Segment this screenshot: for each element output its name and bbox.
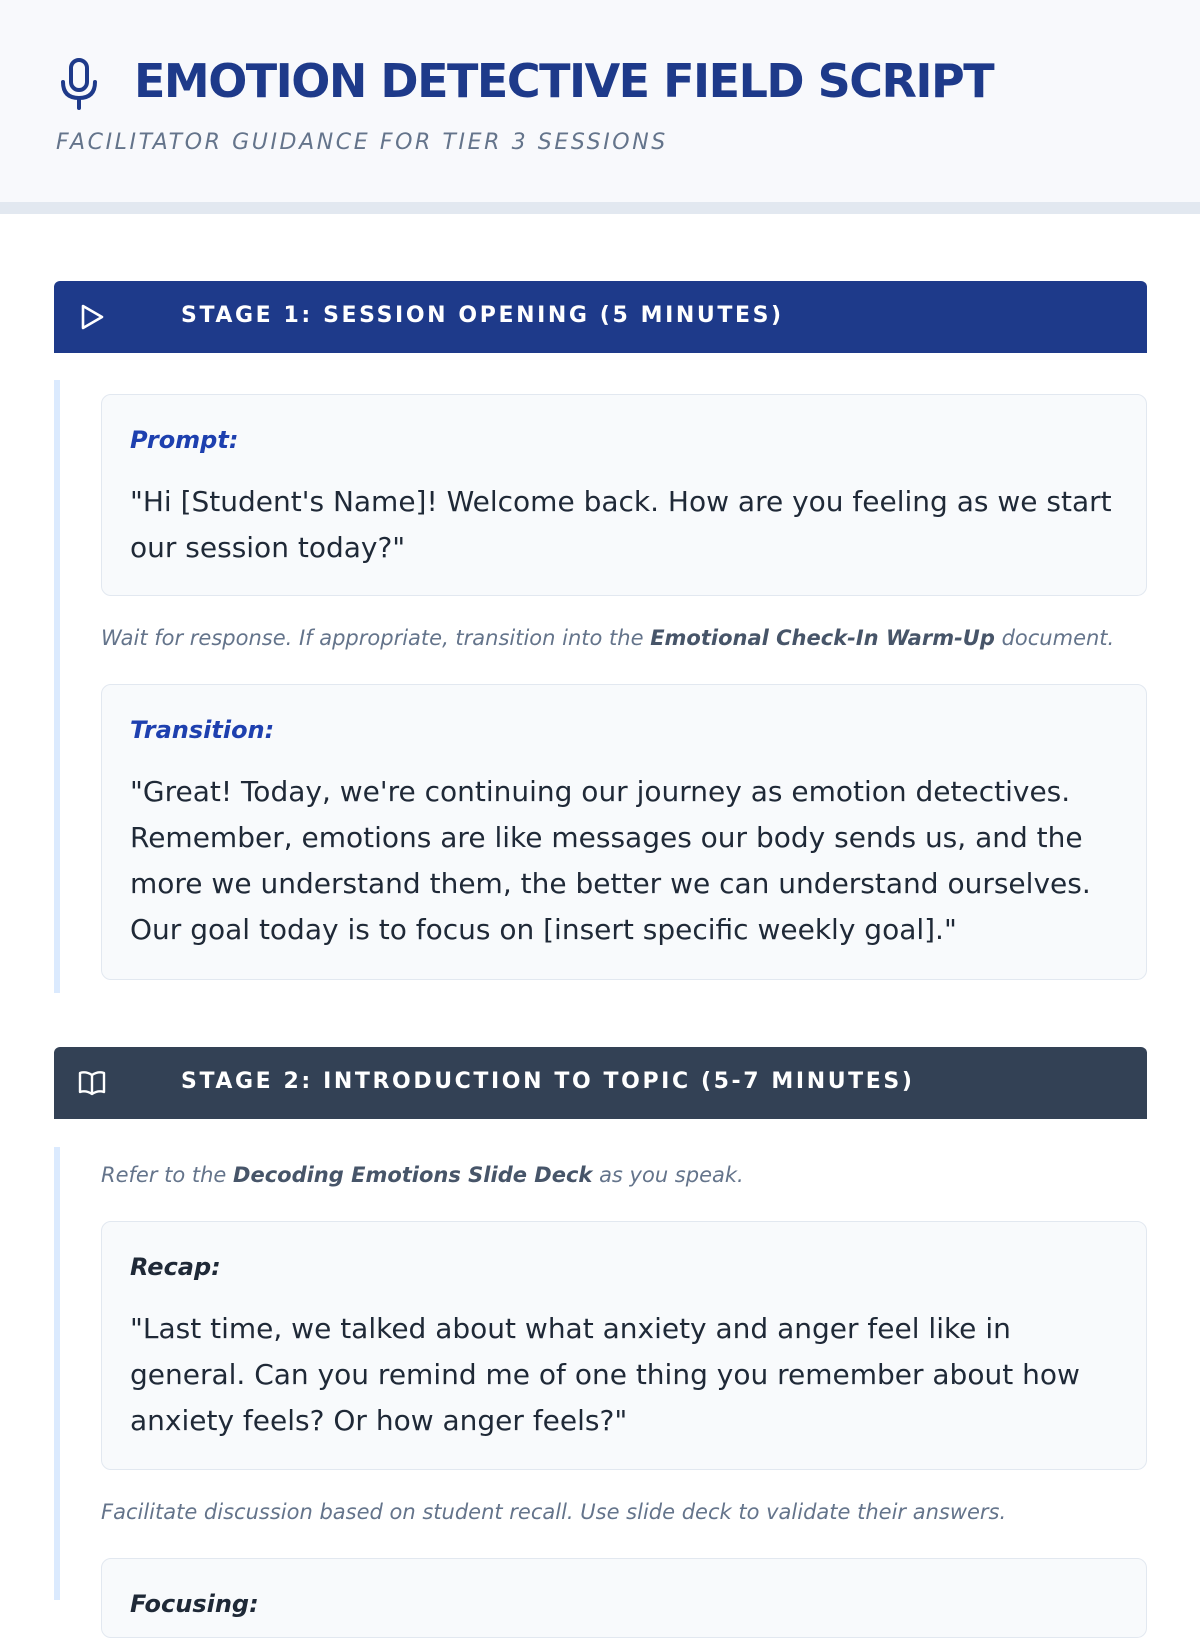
book-icon (78, 1069, 106, 1097)
stage-1-rail (54, 380, 60, 993)
recap-card (101, 1221, 1147, 1470)
stage-2-header (54, 1047, 1147, 1119)
transition-text: "Great! Today, we're continuing our journey as emotion detectives. Remember, emotions are like messages our body sends us, and the more we understand them, the better we can understand ourselves. Our goal today is to focus on [insert specific weekly goal]." (130, 775, 1091, 946)
next-card (101, 1558, 1147, 1638)
microphone-icon (58, 58, 102, 110)
prompt-label: Prompt: (130, 426, 239, 454)
transition-card (101, 684, 1147, 980)
page-subtitle: FACILITATOR GUIDANCE FOR TIER 3 SESSIONS (56, 130, 668, 155)
page-title: EMOTION DETECTIVE FIELD SCRIPT (134, 54, 994, 108)
stage-2-title: STAGE 2: INTRODUCTION TO TOPIC (5-7 MINUTES) (181, 1069, 915, 1094)
next-label: Focusing: (130, 1590, 259, 1618)
stage-1-note: Wait for response. If appropriate, transition into the Emotional Check-In Warm-Up document. (101, 626, 1115, 650)
page-header (0, 0, 1200, 214)
prompt-card (101, 394, 1147, 596)
prompt-text: "Hi [Student's Name]! Welcome back. How are you feeling as we start our session today?" (130, 485, 1112, 564)
stage-2-note: Refer to the Decoding Emotions Slide Deck as you speak. (101, 1163, 744, 1187)
recap-label: Recap: (130, 1253, 221, 1281)
play-icon (78, 303, 106, 331)
check-in-document-ref: Emotional Check-In Warm-Up (650, 626, 995, 650)
recap-text: "Last time, we talked about what anxiety and anger feel like in general. Can you remind me of one thing you remember about how anxiety feels? Or how anger feels?" (130, 1312, 1080, 1437)
stage-1-title: STAGE 1: SESSION OPENING (5 MINUTES) (181, 303, 784, 328)
stage-2-rail (54, 1147, 60, 1600)
stage-2-note-2: Facilitate discussion based on student recall. Use slide deck to validate their answers. (101, 1500, 1007, 1524)
slide-deck-ref: Decoding Emotions Slide Deck (233, 1163, 593, 1187)
transition-label: Transition: (130, 716, 275, 744)
stage-1-header (54, 281, 1147, 353)
